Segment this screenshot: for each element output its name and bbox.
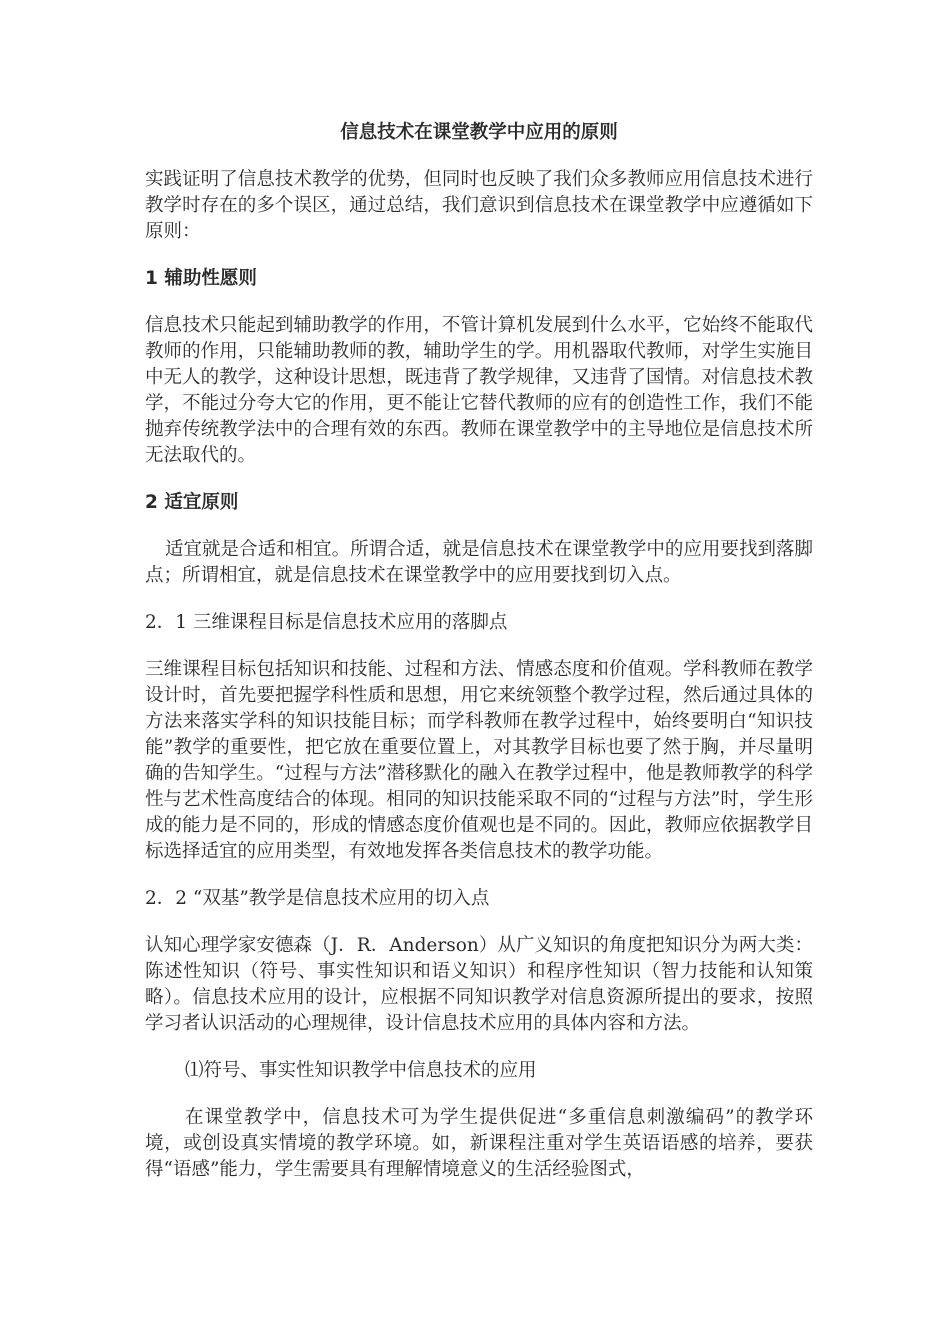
subsection-2-1-paragraph: 三维课程目标包括知识和技能、过程和方法、情感态度和价值观。学科教师在教学设计时，首先要把握学科性质和思想，用它来统领整个教学过程，然后通过具体的方法来落实学科的知识技能目标；而学科教师在教学过程中，始终要明白“知识技能”教学的重要性，把它放在重要位置上，对其教学目标也要了然于胸，并尽量明确的告知学生。“过程与方法”潜移默化的融入在教学过程中，他是教师教学的科学性与艺术性高度结合的体现。相同的知识技能采取不同的“过程与方法”时，学生形成的能力是不同的，形成的情感态度价值观也是不同的。因此，教师应依据教学目标选择适宜的应用类型，有效地发挥各类信息技术的教学功能。 <box>145 659 813 862</box>
section1-heading: 1 辅助性愿则 <box>145 268 257 289</box>
intro-paragraph: 实践证明了信息技术教学的优势，但同时也反映了我们众多教师应用信息技术进行教学时存在的多个误区，通过总结，我们意识到信息技术在课堂教学中应遵循如下原则： <box>145 169 813 242</box>
section2-heading: 2 适宜原则 <box>145 492 239 513</box>
document-title: 信息技术在课堂教学中应用的原则 <box>340 122 618 143</box>
section2-paragraph: 适宜就是合适和相宜。所谓合适，就是信息技术在课堂教学中的应用要找到落脚点；所谓相宜，就是信息技术在课堂教学中的应用要找到切入点。 <box>145 539 813 586</box>
document-content <box>145 120 813 1183</box>
section1-paragraph: 信息技术只能起到辅助教学的作用，不管计算机发展到什么水平，它始终不能取代教师的作用，只能辅助教师的教，辅助学生的学。用机器取代教师，对学生实施目中无人的教学，这种设计思想，既违背了教学规律，又违背了国情。对信息技术教学，不能过分夸大它的作用，更不能让它替代教师的应有的创造性工作，我们不能抛弃传统教学法中的合理有效的东西。教师在课堂教学中的主导地位是信息技术所无法取代的。 <box>145 315 813 466</box>
subsection-2-2-paragraph: 认知心理学家安德森（J．R．Anderson）从广义知识的角度把知识分为两大类：陈述性知识（符号、事实性知识和语义知识）和程序性知识（智力技能和认知策略）。信息技术应用的设计，应根据不同知识教学对信息资源所提出的要求，按照学习者认识活动的心理规律，设计信息技术应用的具体内容和方法。 <box>145 935 813 1034</box>
item-1-heading: ⑴符号、事实性知识教学中信息技术的应用 <box>185 1060 537 1081</box>
subsection-2-2-heading: 2．2 “双基”教学是信息技术应用的切入点 <box>145 888 490 909</box>
subsection-2-1-heading: 2．1 三维课程目标是信息技术应用的落脚点 <box>145 612 508 633</box>
item-1-paragraph: 在课堂教学中，信息技术可为学生提供促进“多重信息刺激编码”的教学环境，或创设真实情境的教学环境。如，新课程注重对学生英语语感的培养，要获得“语感”能力，学生需要具有理解情境意义的生活经验图式， <box>145 1107 813 1180</box>
